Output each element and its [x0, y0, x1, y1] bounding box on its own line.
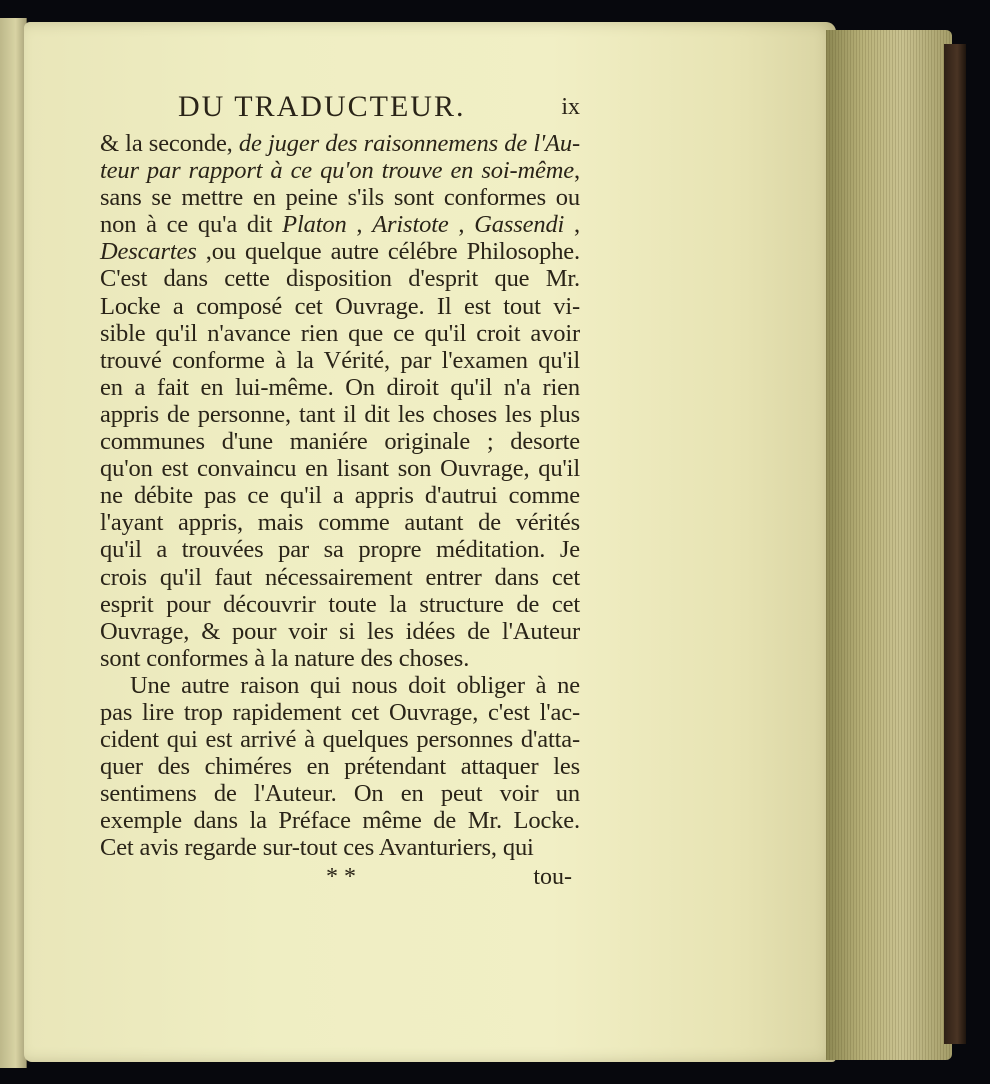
italic-text: Gassendi: [474, 211, 565, 239]
italic-text: Aristote: [372, 211, 449, 239]
text-line: quer des chiméres en prétendant attaquer les: [100, 753, 580, 781]
text-line: sont conformes à la nature des choses.: [100, 644, 470, 672]
text-line: trouvé conforme à la Vérité, par l'examen qu'il: [100, 346, 580, 374]
text-line: appris de personne, tant il dit les choses les plus: [100, 400, 580, 428]
text-line: Cet avis regarde sur-tout ces Avanturiers, qui: [100, 834, 534, 862]
text-line: cident qui est arrivé à quelques personnes d'atta-: [100, 726, 580, 754]
page-footer: [100, 864, 580, 894]
text-line: & la seconde, de juger des raisonnemens de l'Au-: [100, 130, 581, 157]
italic-text: de juger des raisonnemens de l'Au-: [238, 130, 581, 157]
italic-text: teur par rapport à ce qu'on trouve en soi-même: [100, 157, 575, 185]
italic-text: Descartes: [100, 238, 197, 266]
text-line: communes d'une maniére originale ; desorte: [100, 428, 580, 456]
text-line: en a fait en lui-même. On diroit qu'il n'a rien: [100, 373, 580, 401]
book-cover-edge: [944, 44, 966, 1044]
text-line: sentimens de l'Auteur. On en peut voir un: [100, 780, 580, 808]
running-head-title: DU TRADUCTEUR.: [178, 90, 466, 123]
text-line: sans se mettre en peine s'ils sont conformes ou: [100, 184, 580, 212]
text-line: l'ayant appris, mais comme autant de vérités: [100, 509, 580, 537]
text-line: exemple dans la Préface même de Mr. Locke.: [100, 807, 580, 835]
facing-page-edge: [0, 18, 27, 1068]
text-line: crois qu'il faut nécessairement entrer dans cet: [100, 563, 580, 591]
text-line: non à ce qu'a dit Platon , Aristote , Gassendi ,: [100, 211, 580, 239]
text-line: Ouvrage, & pour voir si les idées de l'Auteur: [100, 617, 580, 645]
text-line: pas lire trop rapidement cet Ouvrage, c'est l'ac-: [100, 698, 580, 726]
signature-mark: * *: [326, 863, 356, 890]
text-line: Locke a composé cet Ouvrage. Il est tout vi-: [100, 292, 580, 320]
page-number: ix: [561, 94, 580, 120]
text-line: C'est dans cette disposition d'esprit que Mr.: [100, 265, 580, 293]
text-line: teur par rapport à ce qu'on trouve en soi-même,: [100, 157, 580, 185]
text-line: qu'on est convaincu en lisant son Ouvrage, qu'il: [100, 455, 580, 483]
text-line: ne débite pas ce qu'il a appris d'autrui comme: [100, 482, 580, 510]
text-line: sible qu'il n'avance rien que ce qu'il croit avoir: [100, 319, 580, 347]
italic-text: Platon: [282, 211, 347, 239]
body-text: [100, 130, 580, 862]
text-line: Descartes ,ou quelque autre célébre Philosophe.: [100, 238, 580, 266]
page-block-edges: [826, 30, 952, 1060]
catchword: tou-: [533, 863, 572, 890]
text-line: esprit pour découvrir toute la structure de cet: [100, 590, 580, 618]
text-line: Une autre raison qui nous doit obliger à ne: [130, 671, 580, 699]
text-line: qu'il a trouvées par sa propre méditation. Je: [100, 536, 580, 564]
text-block: [100, 90, 580, 894]
running-head: [100, 90, 580, 130]
